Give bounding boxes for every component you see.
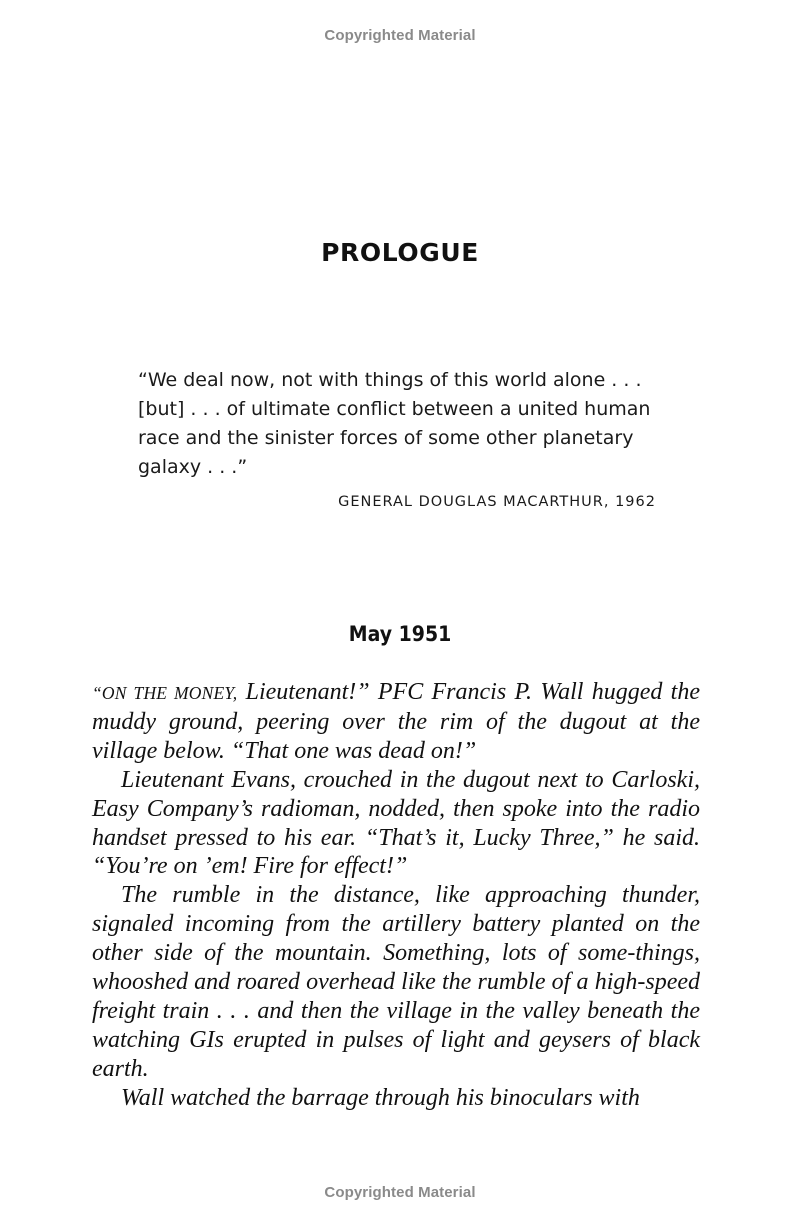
body-paragraph: Lieutenant Evans, crouched in the dugout next to Carloski, Easy Company’s radioman, nodded, then spoke into the radio handset pressed to his ear. “That’s it, Lucky Three,” he said. “You’re on ’em! Fire for effect!” <box>92 766 700 880</box>
body-paragraph <box>92 678 700 766</box>
epigraph-attribution: GENERAL DOUGLAS MACARTHUR, 1962 <box>338 494 656 510</box>
body-paragraph: Wall watched the barrage through his binoculars with <box>121 1084 640 1111</box>
epigraph-quote: “We deal now, not with things of this world alone . . . [but] . . . of ultimate conflict between a united human race and the sinister forces of some other planetary galaxy . . .” <box>138 369 651 478</box>
paragraph-1-text: Lieutenant!” PFC Francis P. Wall hugged the muddy ground, peering over the rim of the dugout at the village below. “That one was dead on!” <box>92 679 700 764</box>
body-text <box>92 678 700 1113</box>
lead-small-caps: “ON THE MONEY, <box>92 683 238 703</box>
epigraph <box>138 366 660 482</box>
copyright-watermark-top: Copyrighted Material <box>324 27 476 44</box>
copyright-watermark-bottom: Copyrighted Material <box>324 1184 476 1201</box>
body-paragraph: The rumble in the distance, like approaching thunder, signaled incoming from the artillery battery planted on the other side of the mountain. Something, lots of some-things, whooshed and roared overhead like the rumble of a high-speed freight train . . . and then the village in the valley beneath the watching GIs erupted in pulses of light and geysers of black earth. <box>92 882 700 1082</box>
chapter-title: PROLOGUE <box>321 238 479 267</box>
section-date-heading: May 1951 <box>348 622 452 646</box>
